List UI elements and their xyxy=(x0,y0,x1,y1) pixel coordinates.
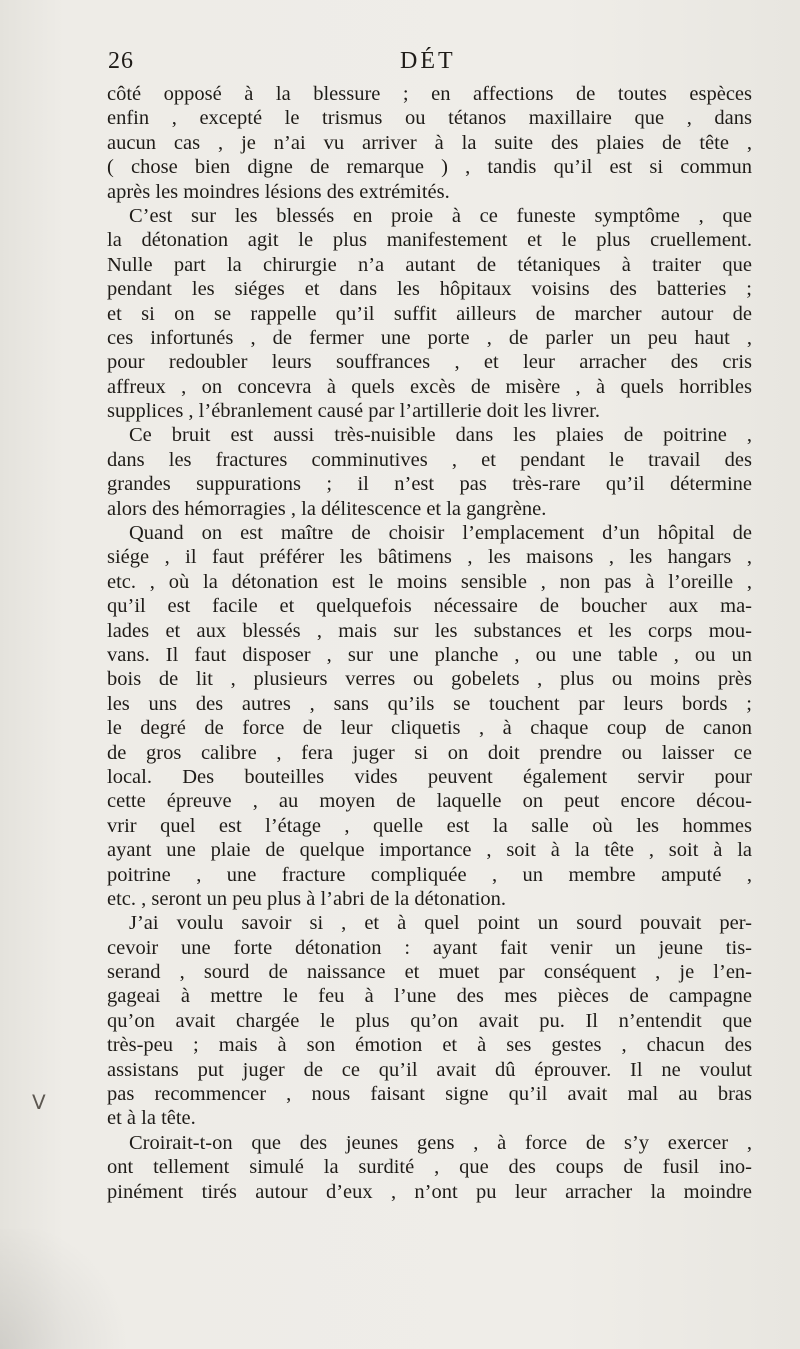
text-line: poitrine , une fracture compliquée , un membre amputé , xyxy=(107,863,752,886)
text-line: ont tellement simulé la surdité , que des coups de fusil ino- xyxy=(107,1156,752,1179)
text-line: vrir quel est l’étage , quelle est la salle où les hommes xyxy=(107,814,752,837)
text-line: assistans put juger de ce qu’il avait dû éprouver. Il ne voulut xyxy=(107,1058,752,1081)
text-line: les uns des autres , sans qu’ils se touchent par leurs bords ; xyxy=(107,692,752,715)
text-line: de gros calibre , fera juger si on doit prendre ou laisser ce xyxy=(107,741,752,764)
text-line: bois de lit , plusieurs verres ou gobelets , plus ou moins près xyxy=(107,668,752,691)
text-line: très-peu ; mais à son émotion et à ses gestes , chacun des xyxy=(107,1034,752,1057)
text-line: etc. , seront un peu plus à l’abri de la détonation. xyxy=(107,887,507,910)
text-line: supplices , l’ébranlement causé par l’artillerie doit les livrer. xyxy=(107,400,600,423)
running-head: DÉT xyxy=(400,48,456,74)
margin-mark: ᐯ xyxy=(32,1092,46,1114)
paragraph xyxy=(107,423,752,521)
text-line: Ce bruit est aussi très-nuisible dans les plaies de poitrine , xyxy=(129,424,752,447)
text-line: Quand on est maître de choisir l’emplacement d’un hôpital de xyxy=(129,522,752,545)
text-line: gageai à mettre le feu à l’une des mes pièces de campagne xyxy=(107,985,752,1008)
text-line: local. Des bouteilles vides peuvent également servir pour xyxy=(107,765,752,788)
text-line: affreux , on concevra à quels excès de misère , à quels horribles xyxy=(107,375,752,398)
text-line: le degré de force de leur cliquetis , à chaque coup de canon xyxy=(107,717,752,740)
page-number: 26 xyxy=(108,48,134,74)
text-line: pas recommencer , nous faisant signe qu’il avait mal au bras xyxy=(107,1083,752,1106)
text-line: et si on se rappelle qu’il suffit ailleurs de marcher autour de xyxy=(107,302,752,325)
text-line: lades et aux blessés , mais sur les substances et les corps mou- xyxy=(107,619,752,642)
text-line: grandes suppurations ; il n’est pas très-rare qu’il détermine xyxy=(107,473,752,496)
paragraph xyxy=(107,911,752,1131)
page-shadow xyxy=(0,1229,140,1349)
paragraph xyxy=(107,204,752,424)
text-line: qu’il est facile et quelquefois nécessaire de boucher aux ma- xyxy=(107,595,752,618)
text-line: C’est sur les blessés en proie à ce funeste symptôme , que xyxy=(129,204,752,227)
text-line: après les moindres lésions des extrémités. xyxy=(107,180,450,203)
text-line: siége , il faut préférer les bâtimens , les maisons , les hangars , xyxy=(107,546,752,569)
text-line: ayant une plaie de quelque importance , soit à la tête , soit à la xyxy=(107,839,752,862)
text-line: alors des hémorragies , la délitescence et la gangrène. xyxy=(107,497,547,520)
body-text xyxy=(107,82,752,1204)
text-line: serand , sourd de naissance et muet par conséquent , je l’en- xyxy=(107,961,752,984)
text-line: ( chose bien digne de remarque ) , tandis qu’il est si commun xyxy=(107,156,752,179)
text-line: enfin , excepté le trismus ou tétanos maxillaire que , dans xyxy=(107,107,752,130)
text-line: ces infortunés , de fermer une porte , de parler un peu haut , xyxy=(107,326,752,349)
text-line: pinément tirés autour d’eux , n’ont pu leur arracher la moindre xyxy=(107,1180,752,1203)
text-line: aucun cas , je n’ai vu arriver à la suite des plaies de tête , xyxy=(107,131,752,154)
text-line: côté opposé à la blessure ; en affections de toutes espèces xyxy=(107,83,752,105)
text-line: et à la tête. xyxy=(107,1107,196,1130)
text-line: Nulle part la chirurgie n’a autant de tétaniques à traiter que xyxy=(107,253,752,276)
text-line: Croirait-t-on que des jeunes gens , à force de s’y exercer , xyxy=(129,1131,752,1154)
text-line: cevoir une forte détonation : ayant fait venir un jeune tis- xyxy=(107,936,752,959)
text-line: pendant les siéges et dans les hôpitaux voisins des batteries ; xyxy=(107,278,752,301)
text-line: pour redoubler leurs souffrances , et leur arracher des cris xyxy=(107,351,752,374)
text-line: qu’on avait chargée le plus qu’on avait pu. Il n’entendit que xyxy=(107,1009,752,1032)
text-line: vans. Il faut disposer , sur une planche , ou une table , ou un xyxy=(107,643,752,666)
paragraph xyxy=(107,1131,752,1204)
text-line: J’ai voulu savoir si , et à quel point un sourd pouvait per- xyxy=(129,912,752,935)
text-line: dans les fractures comminutives , et pendant le travail des xyxy=(107,448,752,471)
page-header xyxy=(100,48,760,82)
text-line: cette épreuve , au moyen de laquelle on peut encore décou- xyxy=(107,790,752,813)
paragraph xyxy=(107,82,752,204)
text-line: la détonation agit le plus manifestement et le plus cruellement. xyxy=(107,229,752,252)
text-line: etc. , où la détonation est le moins sensible , non pas à l’oreille , xyxy=(107,570,752,593)
paragraph xyxy=(107,521,752,911)
